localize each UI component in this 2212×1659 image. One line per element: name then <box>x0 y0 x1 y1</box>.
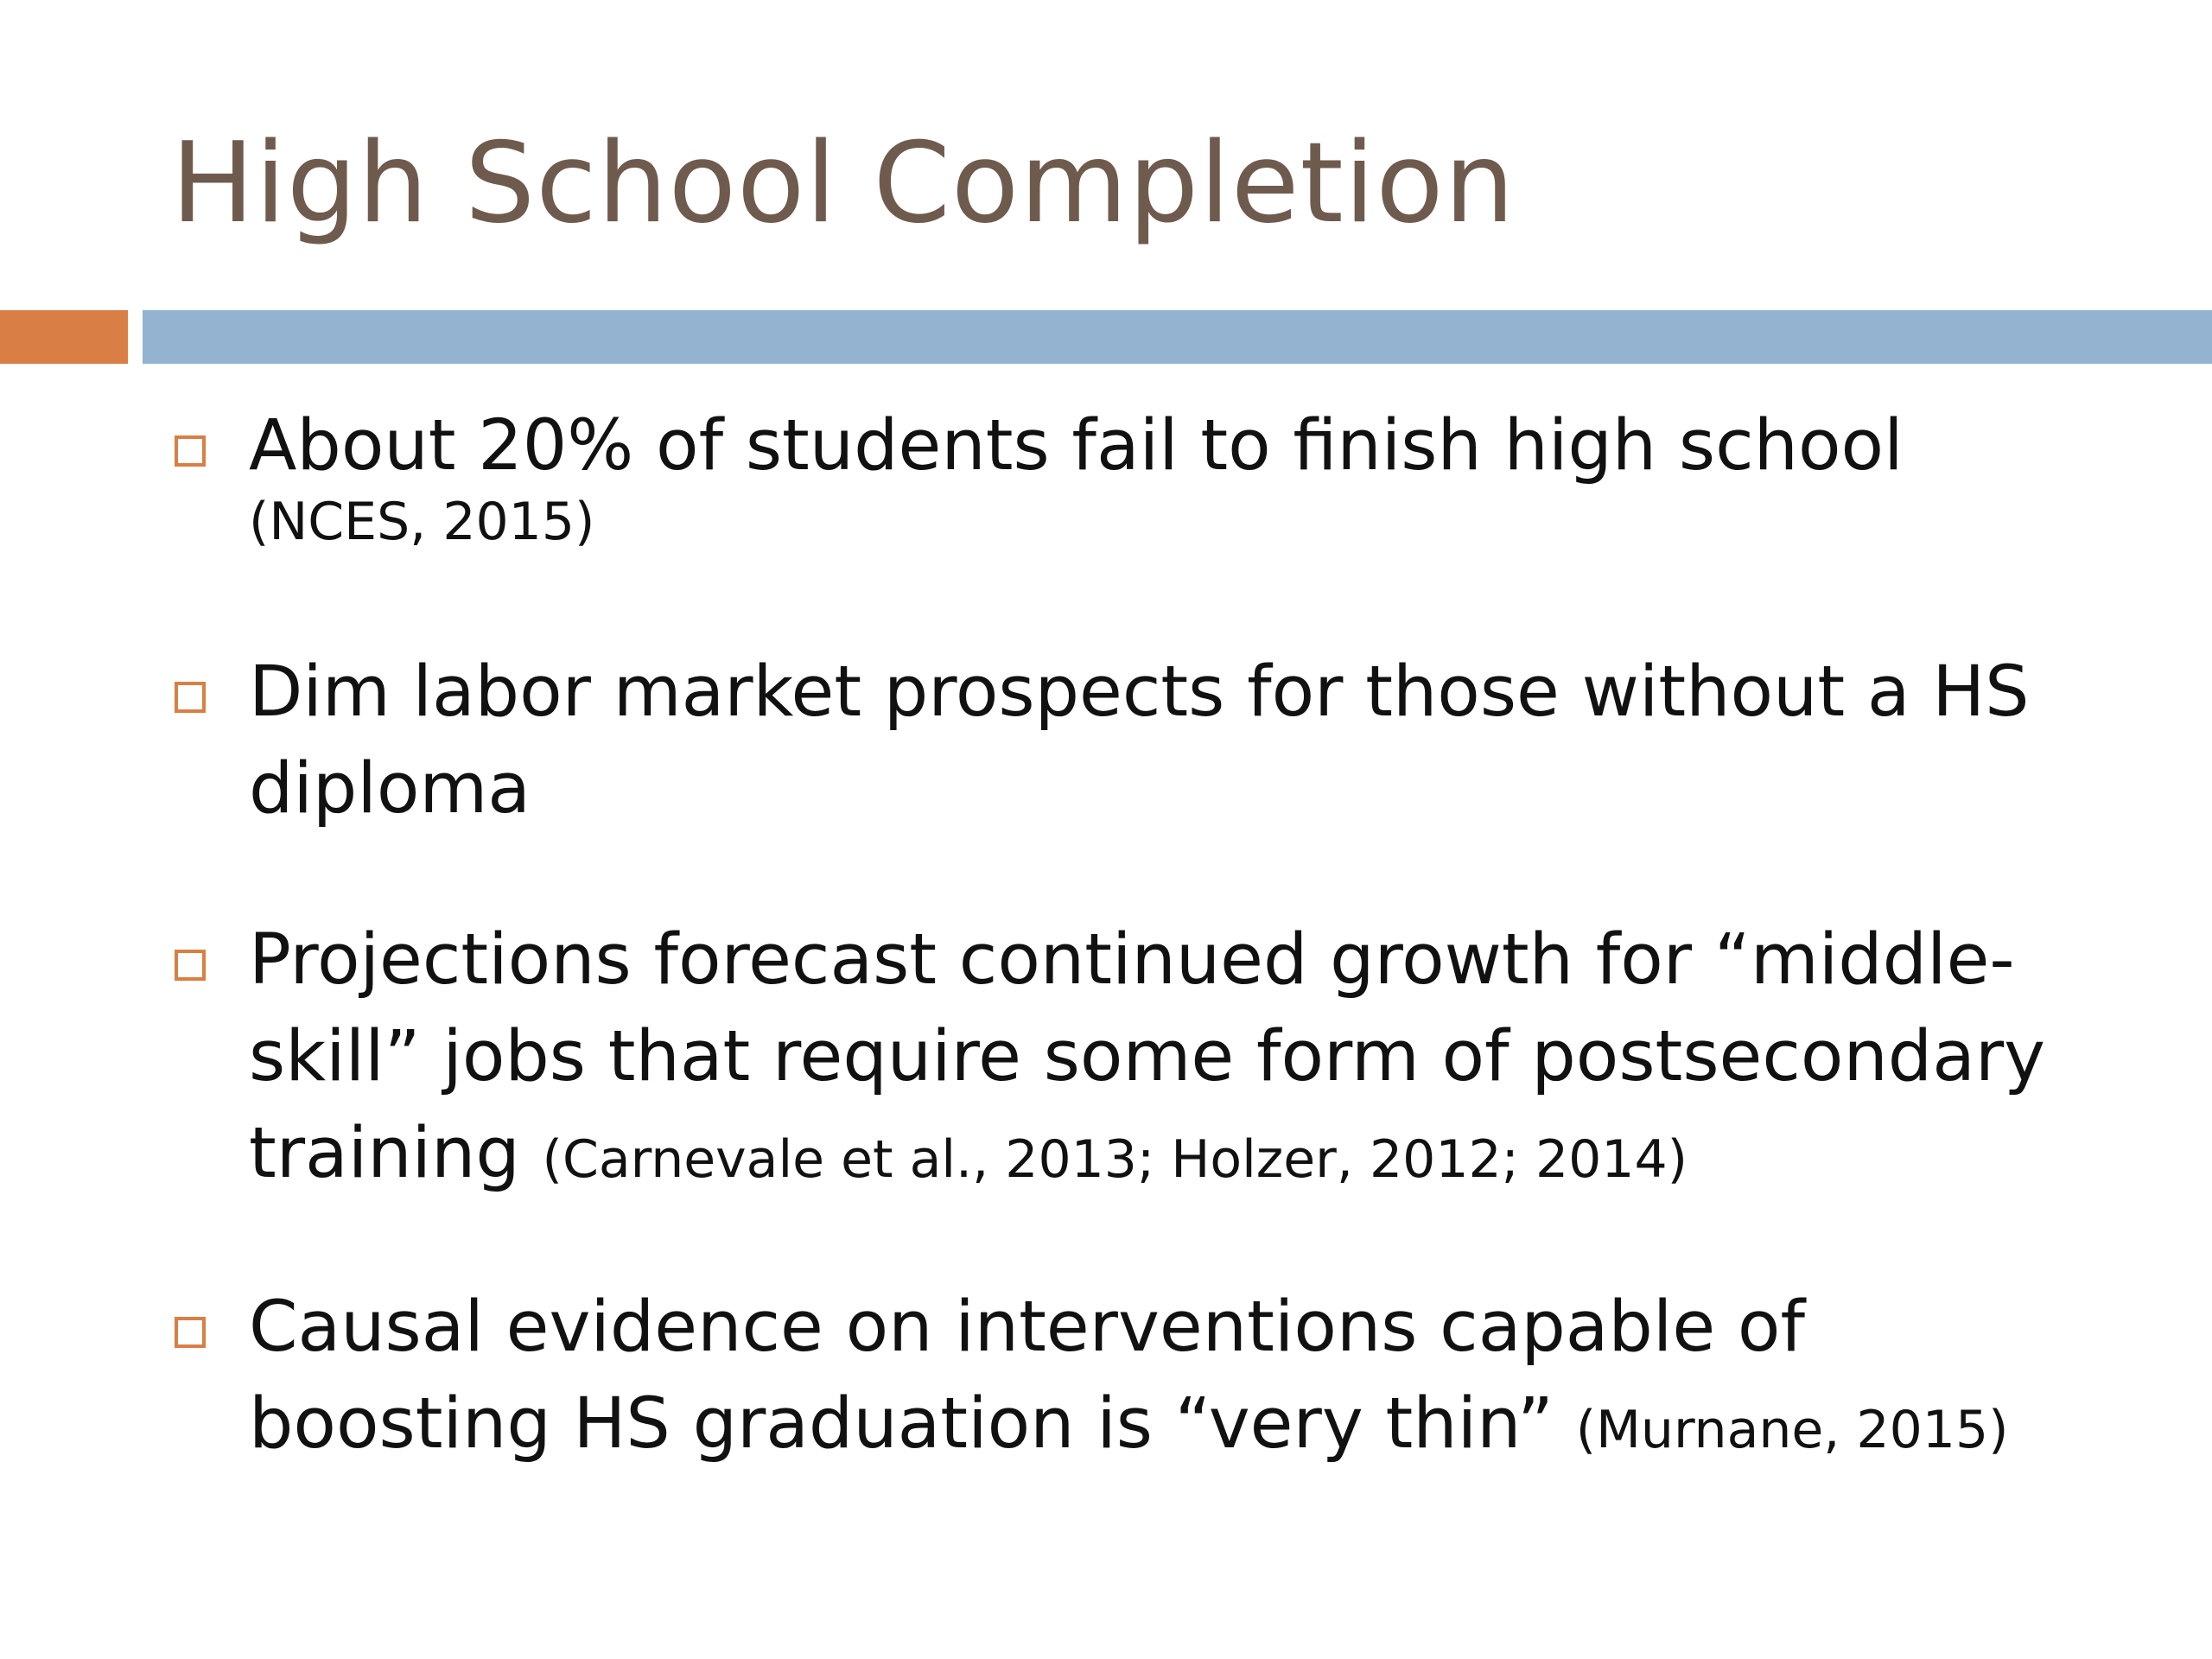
square-outline-bullet-icon <box>175 950 206 981</box>
bullet-text: Dim labor market prospects for those without a HS diploma <box>249 652 2030 830</box>
title-rule-accent <box>0 310 128 364</box>
square-outline-bullet-icon <box>175 682 206 713</box>
slide-title: High School Completion <box>171 119 1516 248</box>
bullet-citation: (Murnane, 2015) <box>1575 1400 2009 1460</box>
bullet-citation: (NCES, 2015) <box>249 492 595 552</box>
bullet-text: Projections forecast continued growth for “middle-skill” jobs that require some form of postsecondary training <box>249 919 2046 1194</box>
square-outline-bullet-icon <box>175 1317 206 1348</box>
square-outline-bullet-icon <box>175 435 206 467</box>
bullet-text: About 20% of students fail to finish high school <box>249 405 1904 486</box>
bullet-citation: (Carnevale et al., 2013; Holzer, 2012; 2014) <box>542 1129 1688 1190</box>
bullet-text: Causal evidence on interventions capable of boosting HS graduation is “very thin” <box>249 1287 1805 1465</box>
title-rule <box>143 310 2212 364</box>
